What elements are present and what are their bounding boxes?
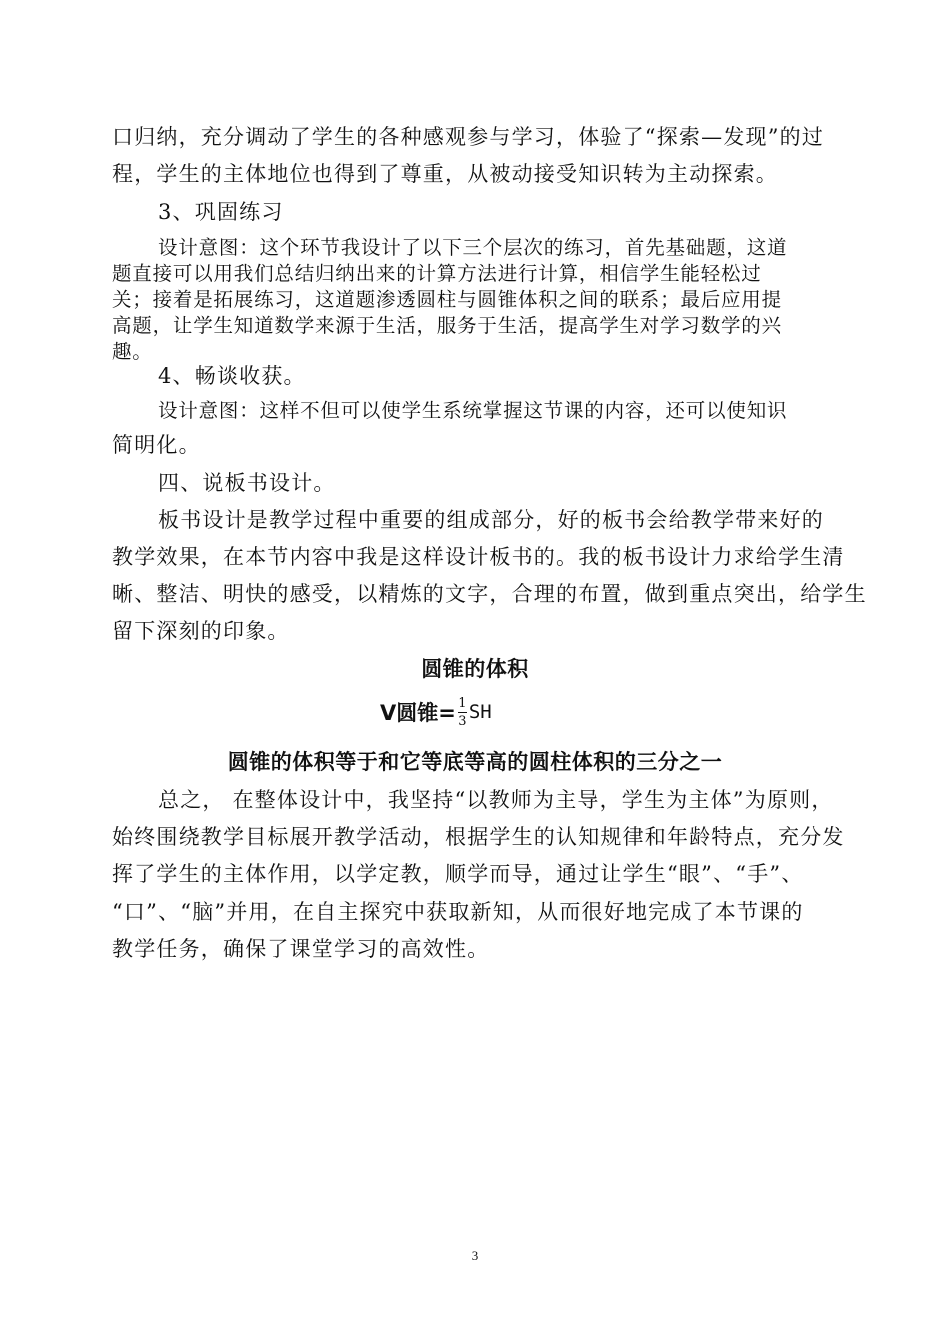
paragraph-line: “口”、“脑”并用，在自主探究中获取新知，从而很好地完成了本节课的 bbox=[112, 900, 804, 924]
formula-right: SH bbox=[468, 701, 492, 723]
section-heading: 四、说板书设计。 bbox=[158, 471, 336, 495]
paragraph-line: 设计意图：这样不但可以使学生系统掌握这节课的内容，还可以使知识 bbox=[158, 399, 788, 422]
paragraph-line: 趣。 bbox=[112, 340, 153, 363]
board-summary: 圆锥的体积等于和它等底等高的圆柱体积的三分之一 bbox=[227, 750, 723, 774]
page-number: 3 bbox=[471, 1248, 479, 1263]
paragraph-line: 教学任务，确保了课堂学习的高效性。 bbox=[112, 937, 490, 961]
board-title: 圆锥的体积 bbox=[421, 657, 529, 681]
paragraph-line: 简明化。 bbox=[112, 433, 201, 457]
paragraph-line: 晰、整洁、明快的感受，以精炼的文字，合理的布置，做到重点突出，给学生 bbox=[112, 582, 867, 606]
paragraph-line: 教学效果，在本节内容中我是这样设计板书的。我的板书设计力求给学生清 bbox=[112, 545, 845, 569]
paragraph-line: 板书设计是教学过程中重要的组成部分，好的板书会给教学带来好的 bbox=[158, 508, 824, 532]
volume-formula bbox=[380, 690, 492, 734]
one-third-fraction bbox=[458, 696, 467, 729]
fraction-numerator: 1 bbox=[458, 695, 467, 711]
section-heading: 3、巩固练习 bbox=[158, 200, 284, 224]
formula-left: V圆锥= bbox=[380, 701, 456, 725]
paragraph-line: 设计意图：这个环节我设计了以下三个层次的练习，首先基础题，这道 bbox=[158, 236, 788, 259]
paragraph-line: 总之， 在整体设计中，我坚持“以教师为主导，学生为主体”为原则， bbox=[158, 788, 834, 812]
paragraph-line: 留下深刻的印象。 bbox=[112, 619, 290, 643]
paragraph-line: 口归纳，充分调动了学生的各种感观参与学习，体验了“探索—发现”的过 bbox=[112, 125, 825, 149]
paragraph-line: 始终围绕教学目标展开教学活动，根据学生的认知规律和年龄特点，充分发 bbox=[112, 825, 845, 849]
fraction-denominator: 3 bbox=[458, 713, 467, 729]
paragraph-line: 题直接可以用我们总结归纳出来的计算方法进行计算，相信学生能轻松过 bbox=[112, 262, 762, 285]
paragraph-line: 程，学生的主体地位也得到了尊重，从被动接受知识转为主动探索。 bbox=[112, 162, 778, 186]
paragraph-line: 高题，让学生知道数学来源于生活，服务于生活，提高学生对学习数学的兴 bbox=[112, 314, 782, 337]
paragraph-line: 关；接着是拓展练习，这道题渗透圆柱与圆锥体积之间的联系；最后应用提 bbox=[112, 288, 782, 311]
paragraph-line: 挥了学生的主体作用，以学定教，顺学而导，通过让学生“眼”、“手”、 bbox=[112, 862, 804, 886]
section-heading: 4、畅谈收获。 bbox=[158, 364, 306, 388]
fraction-bar bbox=[458, 712, 467, 713]
